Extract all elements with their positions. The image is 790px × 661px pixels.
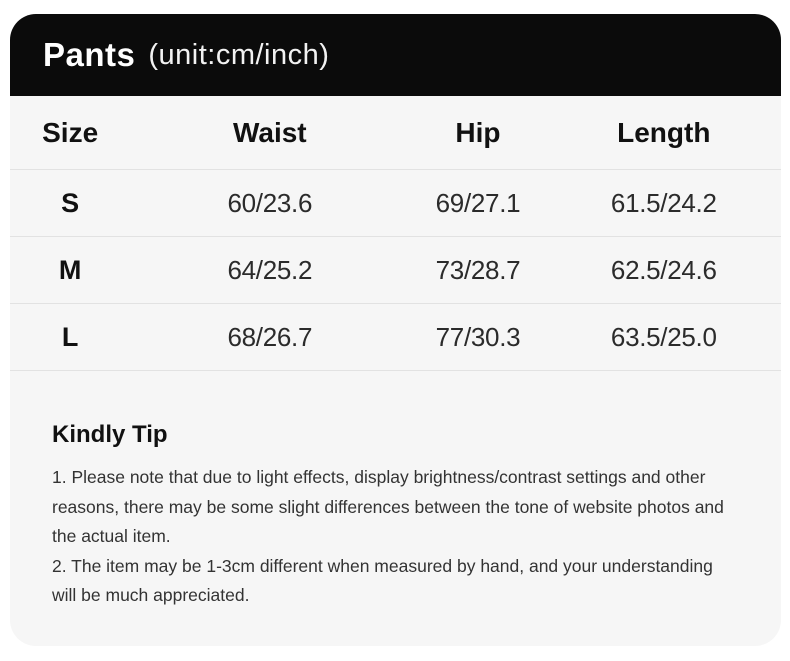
column-header-size: Size (42, 116, 99, 148)
size-table (10, 96, 781, 371)
waist-value: 64/25.2 (227, 254, 313, 285)
tip-item-2: 2. The item may be 1-3cm different when measured by hand, and your understanding will be much appreciated. (52, 555, 713, 605)
table-row-s (10, 170, 781, 237)
table-row-m (10, 237, 781, 304)
table-header-row (10, 96, 781, 170)
waist-value: 68/26.7 (227, 321, 313, 352)
table-row-l (10, 304, 781, 371)
card-header (10, 14, 781, 96)
length-value: 63.5/25.0 (610, 321, 717, 352)
product-category-title: Pants (43, 36, 136, 73)
hip-value: 77/30.3 (435, 321, 521, 352)
tip-item-1: 1. Please note that due to light effects, display brightness/contrast settings and other reasons, there may be some slight differences between the tone of website photos and the actual item. (52, 467, 724, 546)
length-value: 61.5/24.2 (610, 187, 717, 218)
size-label: L (61, 321, 79, 352)
kindly-tip-heading: Kindly Tip (52, 421, 168, 448)
length-value: 62.5/24.6 (610, 254, 717, 285)
column-header-waist: Waist (232, 116, 307, 148)
unit-label: (unit:cm/inch) (148, 38, 330, 71)
waist-value: 60/23.6 (227, 187, 313, 218)
column-header-length: Length (617, 116, 711, 148)
size-chart-card (10, 14, 781, 646)
column-header-hip: Hip (455, 116, 501, 148)
size-label: M (58, 254, 82, 285)
hip-value: 69/27.1 (435, 187, 521, 218)
kindly-tip-section (10, 371, 781, 611)
hip-value: 73/28.7 (435, 254, 521, 285)
size-label: S (61, 187, 80, 218)
